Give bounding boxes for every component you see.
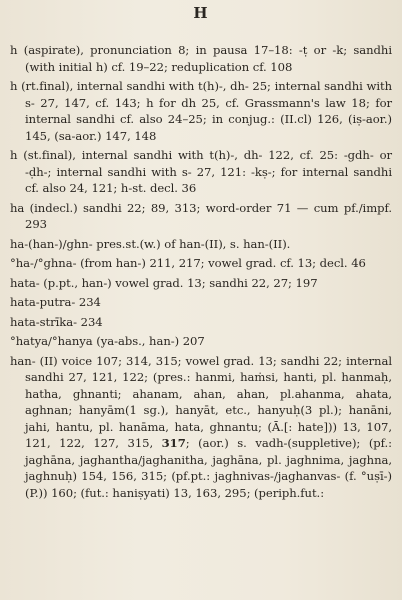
han-entry-text-part-2: ; (aor.) s. vadh-(suppletive); (pf.: jaghāna, jaghantha/jaghanitha, jaghāna, pl. jaghnima, jaghna, jaghnuḥ) 154, 156, 315; (pf.pt.: jaghnivas-/jaghanvas- (f. °uṣī-) (P.)) 160; (fut.: haniṣyati) 13, 163, 295; (periph.fut.: bbox=[25, 436, 392, 500]
han-entry-text-part-1: han- (II) voice 107; 314, 315; vowel grad. 13; sandhi 22; internal sandhi 27, 121, 122; (pres.: hanmi, haṁsi, hanti, pl. hanmaḥ, hatha, ghnanti; ahanam, ahan, ahan, pl.ahanma, ahata, aghnan; hanyām(1 sg.), hanyāt, etc., hanyuḥ(3 pl.); hanāni, jahi, hantu, pl. hanāma, hata, ghnantu; (Ā.[: hate])) 13, 107, 121, 122, 127, 315, bbox=[10, 353, 392, 450]
index-entry-ha-ghna: °ha-/°ghna- (from han-) 211, 217; vowel grad. cf. 13; decl. 46 bbox=[10, 256, 366, 270]
index-entry-hatya: °hatya/°hanya (ya-abs., han-) 207 bbox=[10, 334, 205, 348]
section-letter-heading: H bbox=[193, 4, 209, 22]
index-entry-h-aspirate: h (aspirate), pronunciation 8; in pausa 17–18: -ṭ or -k; sandhi (with initial h) cf. 19–22; reduplication cf. 108 bbox=[10, 43, 392, 74]
index-entry-ha-han-ghn: ha-(han-)/ghn- pres.st.(w.) of han-(II), s. han-(II). bbox=[10, 236, 291, 251]
index-entry-h-st-final: h (st.final), internal sandhi with t(h)-, dh- 122, cf. 25: -gdh- or -ḍh-; internal sandhi with s- 27, 121: -kṣ-; for internal sandhi cf. also 24, 121; h-st. decl. 36 bbox=[10, 148, 392, 195]
index-entry-han bbox=[10, 353, 392, 502]
index-entry-hata-putra: hata-putra- 234 bbox=[10, 295, 101, 309]
index-entry-hata-strika: hata-strīka- 234 bbox=[10, 314, 103, 329]
han-entry-bold-page-ref: 317 bbox=[161, 436, 186, 450]
index-entries bbox=[10, 42, 392, 501]
index-entry-h-rt-final: h (rt.final), internal sandhi with t(h)-, dh- 25; internal sandhi with s- 27, 147, cf. 143; h for dh 25, cf. Grassmann's law 18; for internal sandhi cf. also 24–25; in conjug.: (II.cl) 126, (iṣ-aor.) 145, (sa-aor.) 147, 148 bbox=[10, 79, 392, 143]
index-entry-hata: hata- (p.pt., han-) vowel grad. 13; sandhi 22, 27; 197 bbox=[10, 275, 318, 290]
index-entry-ha-indecl: ha (indecl.) sandhi 22; 89, 313; word-order 71 — cum pf./impf. 293 bbox=[10, 200, 392, 231]
